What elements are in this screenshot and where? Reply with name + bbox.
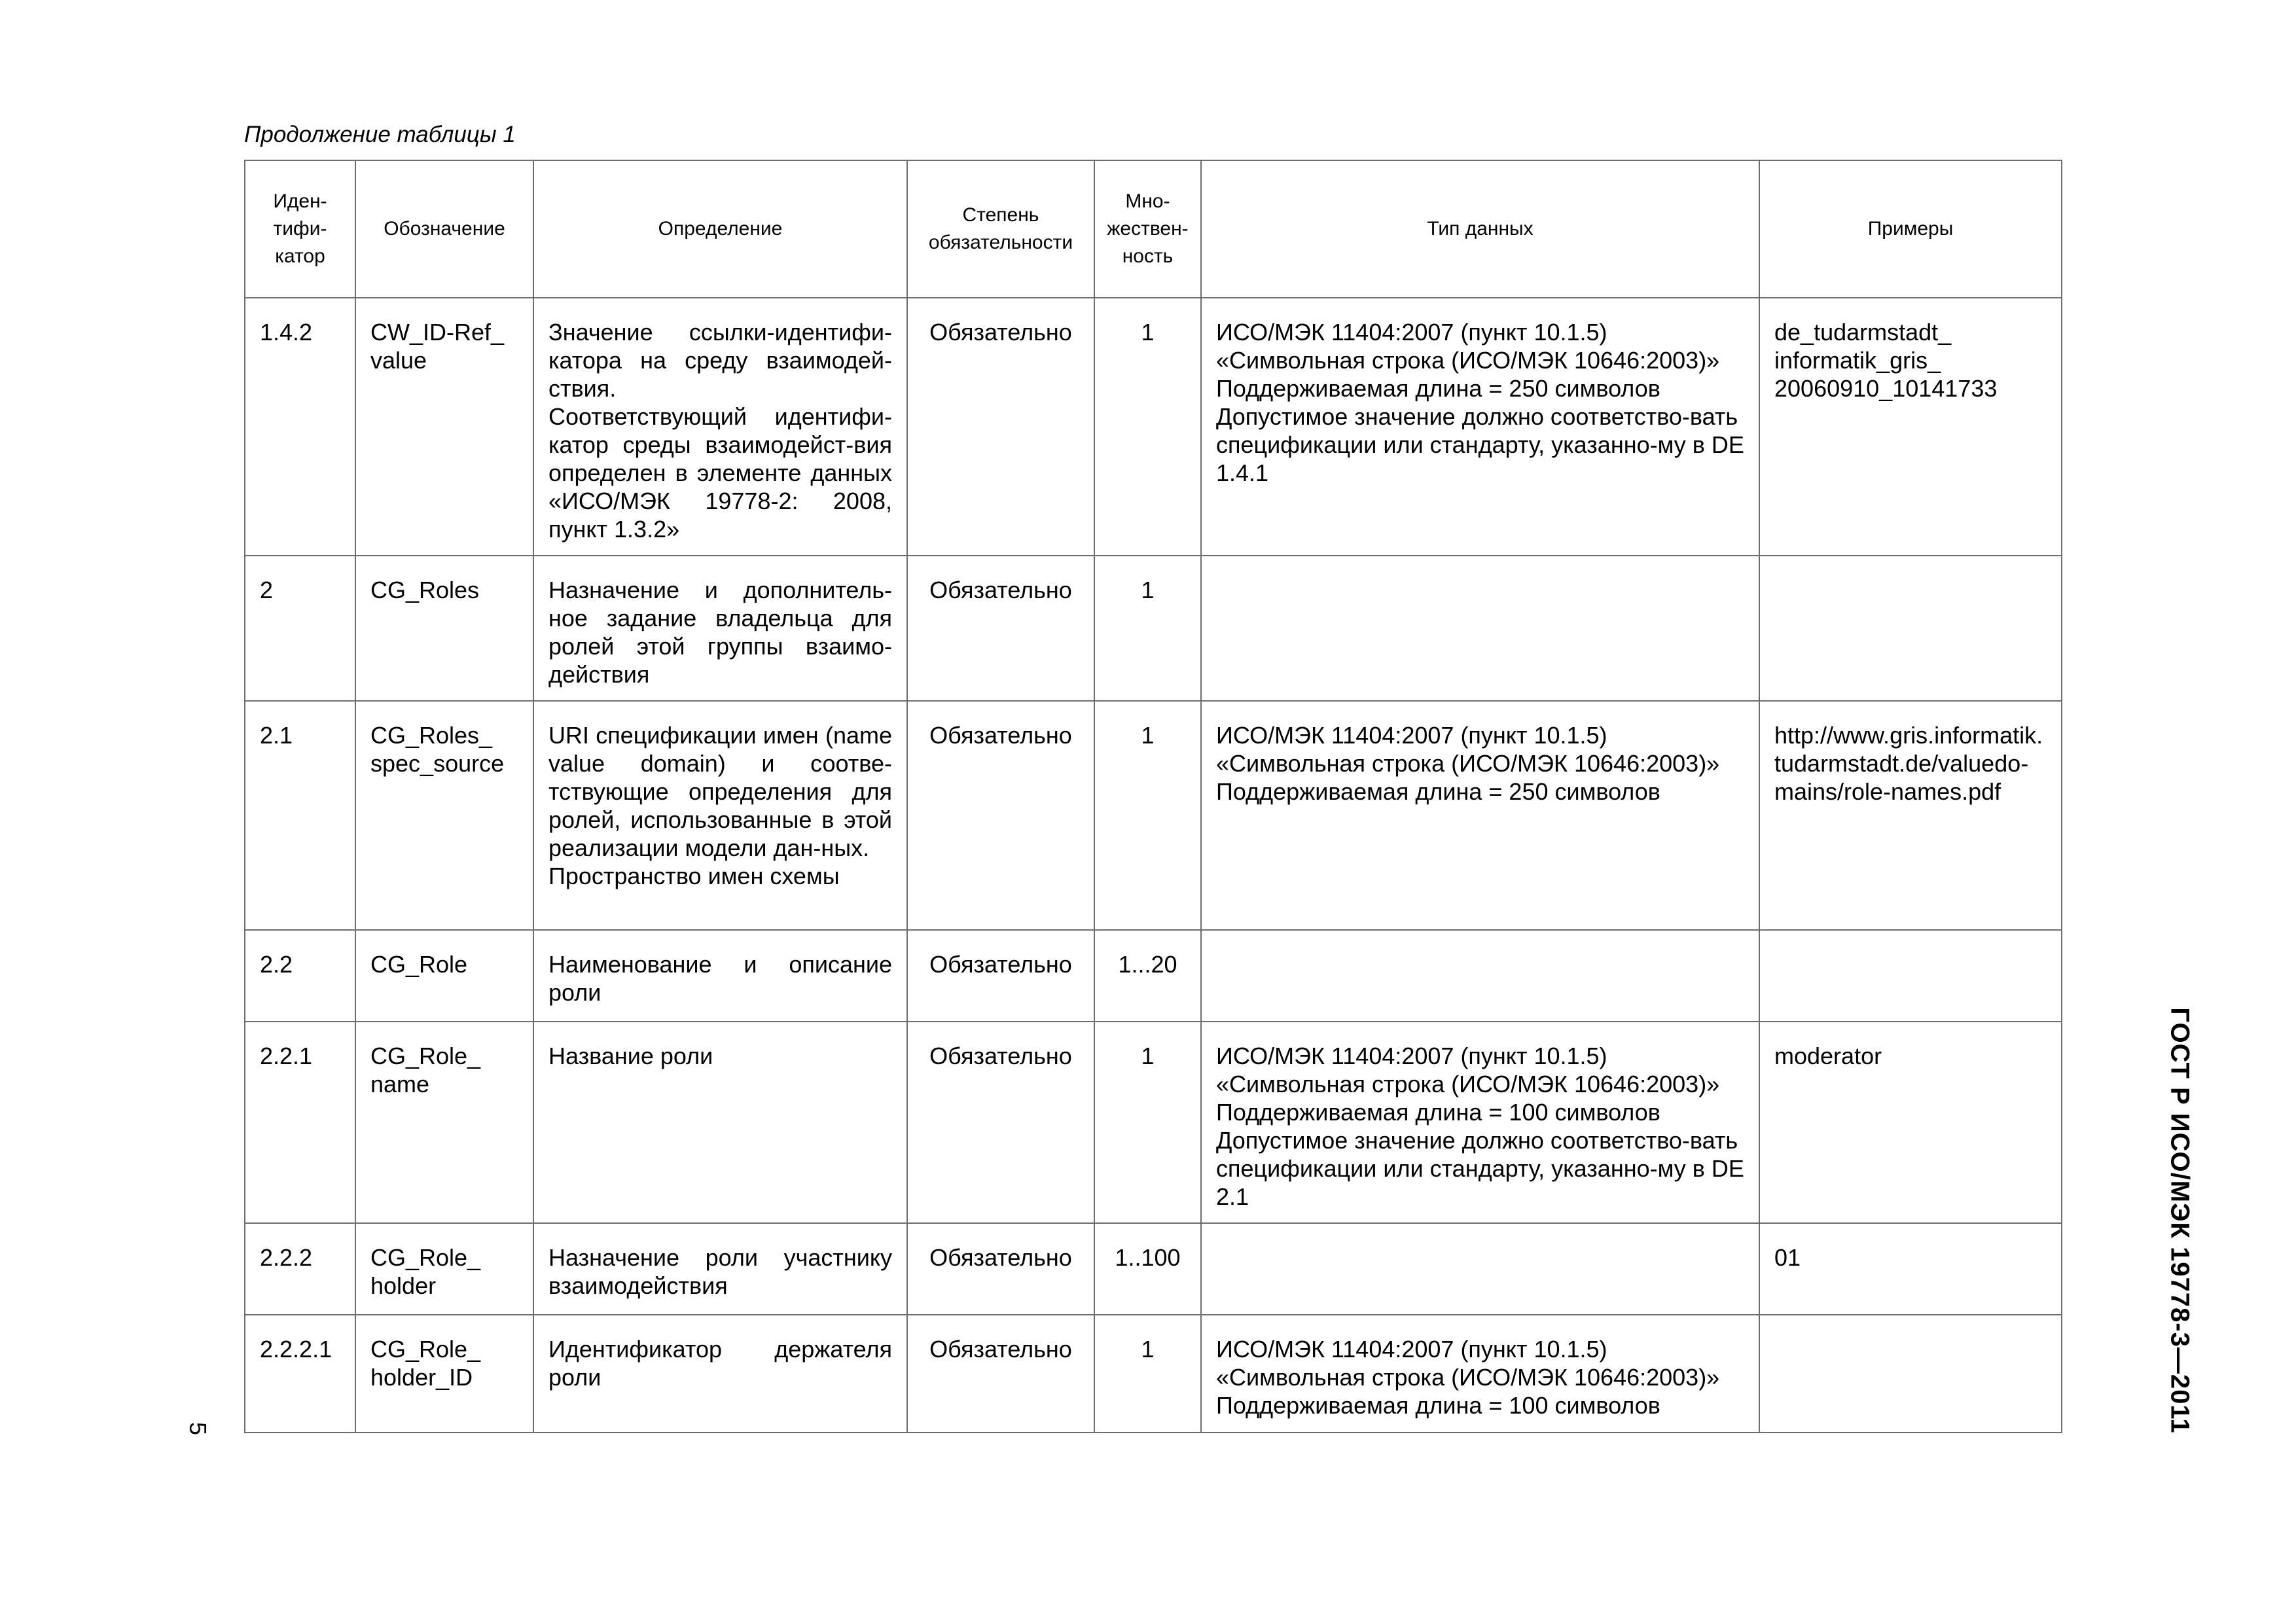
table-row — [245, 1223, 2062, 1315]
cell-datatype: ИСО/МЭК 11404:2007 (пункт 10.1.5) «Символьная строка (ИСО/МЭК 10646:2003)» Поддерживаемая длина = 250 символов — [1201, 701, 1759, 930]
cell-name: CG_Roles_ spec_source — [355, 701, 533, 930]
cell-id: 1.4.2 — [245, 298, 355, 556]
table-row — [245, 556, 2062, 701]
table-row — [245, 1315, 2062, 1433]
cell-multiplicity: 1..100 — [1094, 1223, 1201, 1315]
cell-name: CG_Role_ name — [355, 1022, 533, 1223]
cell-multiplicity: 1 — [1094, 701, 1201, 930]
cell-datatype — [1201, 1223, 1759, 1315]
cell-obligation: Обязательно — [907, 701, 1094, 930]
header-examples: Примеры — [1759, 160, 2062, 298]
cell-definition: URI спецификации имен (name value domain) и соотве-тствующие определения для ролей, использованные в этой реализации модели дан-ных. Пространство имен схемы — [533, 701, 907, 930]
cell-definition: Назначение и дополнитель-ное задание владельца для ролей этой группы взаимо-действия — [533, 556, 907, 701]
cell-obligation: Обязательно — [907, 1315, 1094, 1433]
header-identifier: Иден- тифи- катор — [245, 160, 355, 298]
cell-obligation: Обязательно — [907, 1022, 1094, 1223]
header-designation: Обозначение — [355, 160, 533, 298]
cell-obligation: Обязательно — [907, 556, 1094, 701]
cell-obligation: Обязательно — [907, 298, 1094, 556]
cell-multiplicity: 1 — [1094, 556, 1201, 701]
document-title-text: ГОСТ Р ИСО/МЭК 19778-3—2011 — [2165, 1007, 2195, 1434]
table-row — [245, 930, 2062, 1022]
cell-id: 2.2.1 — [245, 1022, 355, 1223]
table-row — [245, 701, 2062, 930]
cell-datatype — [1201, 930, 1759, 1022]
cell-example: moderator — [1759, 1022, 2062, 1223]
table-header-row — [245, 160, 2062, 298]
cell-multiplicity: 1 — [1094, 1315, 1201, 1433]
cell-id: 2.2.2.1 — [245, 1315, 355, 1433]
cell-name: CG_Role — [355, 930, 533, 1022]
table-caption: Продолжение таблицы 1 — [244, 122, 516, 147]
cell-multiplicity: 1 — [1094, 1022, 1201, 1223]
cell-definition: Идентификатор держателя роли — [533, 1315, 907, 1433]
page-number-text: 5 — [185, 1421, 211, 1436]
cell-id: 2.1 — [245, 701, 355, 930]
cell-id: 2.2 — [245, 930, 355, 1022]
cell-datatype — [1201, 556, 1759, 701]
cell-definition: Название роли — [533, 1022, 907, 1223]
cell-example — [1759, 1315, 2062, 1433]
cell-obligation: Обязательно — [907, 930, 1094, 1022]
table-row — [245, 298, 2062, 556]
table-row — [245, 1022, 2062, 1223]
cell-multiplicity: 1 — [1094, 298, 1201, 556]
cell-example: http://www.gris.informatik. tudarmstadt.de/valuedo- mains/role-names.pdf — [1759, 701, 2062, 930]
cell-datatype: ИСО/МЭК 11404:2007 (пункт 10.1.5) «Символьная строка (ИСО/МЭК 10646:2003)» Поддерживаемая длина = 100 символов — [1201, 1315, 1759, 1433]
cell-example — [1759, 556, 2062, 701]
cell-name: CG_Role_ holder_ID — [355, 1315, 533, 1433]
cell-datatype: ИСО/МЭК 11404:2007 (пункт 10.1.5) «Символьная строка (ИСО/МЭК 10646:2003)» Поддерживаемая длина = 250 символов Допустимое значение должно соответство-вать спецификации или стандарту, указанно-му в DE 1.4.1 — [1201, 298, 1759, 556]
header-multiplicity: Мно- жествен- ность — [1094, 160, 1201, 298]
cell-datatype: ИСО/МЭК 11404:2007 (пункт 10.1.5) «Символьная строка (ИСО/МЭК 10646:2003)» Поддерживаемая длина = 100 символов Допустимое значение должно соответство-вать спецификации или стандарту, указанно-му в DE 2.1 — [1201, 1022, 1759, 1223]
header-datatype: Тип данных — [1201, 160, 1759, 298]
cell-obligation: Обязательно — [907, 1223, 1094, 1315]
cell-name: CW_ID-Ref_ value — [355, 298, 533, 556]
cell-definition: Назначение роли участнику взаимодействия — [533, 1223, 907, 1315]
cell-definition: Значение ссылки-идентифи-катора на среду взаимодей-ствия. Соответствующий идентифи-катор среды взаимодейст-вия определен в элементе данных «ИСО/МЭК 19778-2: 2008, пункт 1.3.2» — [533, 298, 907, 556]
cell-name: CG_Role_ holder — [355, 1223, 533, 1315]
cell-example: de_tudarmstadt_ informatik_gris_ 20060910_10141733 — [1759, 298, 2062, 556]
cell-definition: Наименование и описание роли — [533, 930, 907, 1022]
cell-id: 2 — [245, 556, 355, 701]
cell-example — [1759, 930, 2062, 1022]
page-number — [185, 1412, 211, 1445]
data-elements-table — [244, 160, 2062, 1433]
cell-multiplicity: 1...20 — [1094, 930, 1201, 1022]
header-obligation: Степень обязательности — [907, 160, 1094, 298]
header-definition: Определение — [533, 160, 907, 298]
cell-id: 2.2.2 — [245, 1223, 355, 1315]
cell-example: 01 — [1759, 1223, 2062, 1315]
document-title-vertical — [2140, 1001, 2219, 1440]
cell-name: CG_Roles — [355, 556, 533, 701]
